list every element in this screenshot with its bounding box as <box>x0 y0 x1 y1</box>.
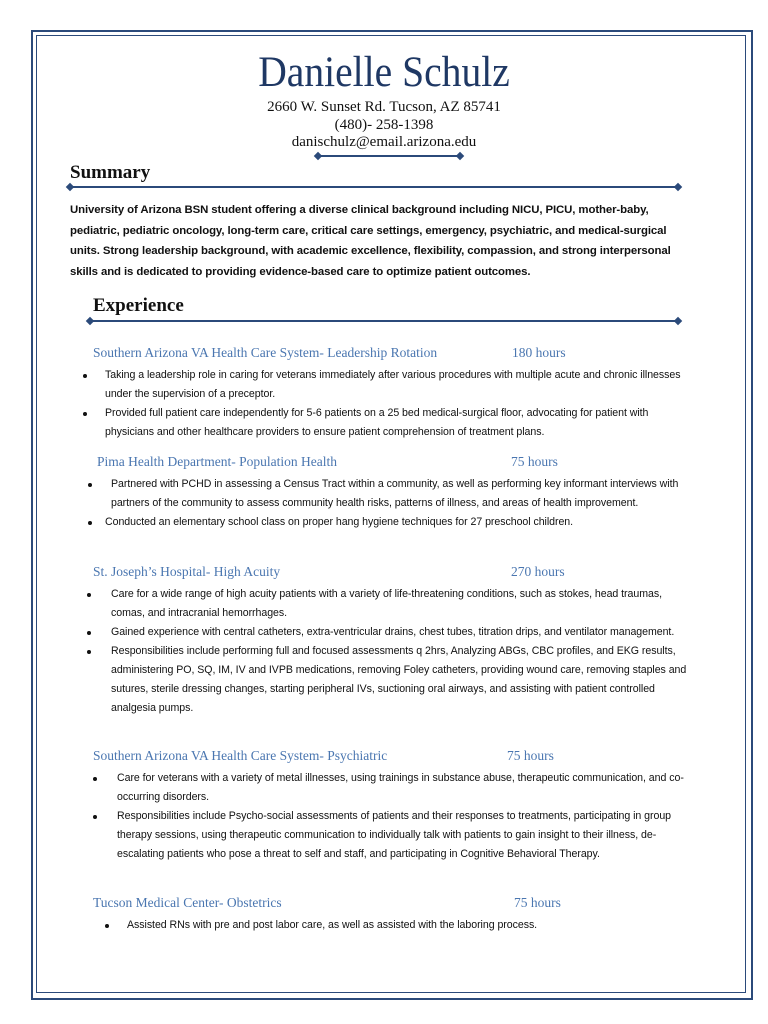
job-title: Southern Arizona VA Health Care System- Leadership Rotation <box>93 345 438 360</box>
bullet-icon <box>87 631 91 635</box>
bullet-item: Assisted RNs with pre and post labor care, as well as assisted with the laboring process. <box>127 916 687 935</box>
candidate-name: Danielle Schulz <box>258 49 510 96</box>
bullet-icon <box>105 924 109 928</box>
job-title: St. Joseph’s Hospital- High Acuity <box>93 564 281 579</box>
bullet-item: Responsibilities include performing full and focused assessments q 2hrs, Analyzing ABGs, CBC profiles, and EKG results, administering PO, SQ, IM, IV and IVPB medications, removing Foley catheters, providing wound care, removing staples and sutures, sterile dressing changes, starting peripheral IVs, suctioning oral airways, and assisting with patient controlled analgesia pumps. <box>111 642 691 718</box>
summary-heading: Summary <box>70 162 151 183</box>
bullet-item: Care for a wide range of high acuity patients with a variety of life-threatening conditions, such as stokes, head traumas, comas, and intracranial hemorrhages. <box>111 585 691 623</box>
header-divider <box>318 155 460 157</box>
bullet-icon <box>88 521 92 525</box>
bullet-icon <box>93 815 97 819</box>
job-title: Tucson Medical Center- Obstetrics <box>93 895 282 910</box>
bullet-icon <box>87 593 91 597</box>
job-bullets <box>105 475 686 532</box>
job-bullets <box>105 366 690 442</box>
bullet-item: Gained experience with central catheters, extra-ventricular drains, chest tubes, titration drips, and ventilator management. <box>111 623 691 642</box>
bullet-icon <box>83 374 87 378</box>
address: 2660 W. Sunset Rd. Tucson, AZ 85741 <box>267 99 501 115</box>
bullet-item: Taking a leadership role in caring for veterans immediately after various procedures with multiple acute and chronic illnesses under the supervision of a preceptor. <box>105 366 690 404</box>
bullet-item: Conducted an elementary school class on proper hang hygiene techniques for 27 preschool children. <box>105 513 686 532</box>
job-hours: 75 hours <box>511 454 558 469</box>
job-hours: 270 hours <box>511 564 565 579</box>
bullet-item: Partnered with PCHD in assessing a Census Tract within a community, as well as performing key informant interviews with partners of the community to assess community health risks, patterns of illness, and areas of health improvement. <box>111 475 686 513</box>
job-bullets <box>127 916 687 935</box>
experience-divider <box>90 320 678 322</box>
job-hours: 75 hours <box>514 895 561 910</box>
job-bullets <box>111 585 691 718</box>
bullet-item: Responsibilities include Psycho-social assessments of patients and their responses to treatments, participating in group therapy sessions, using therapeutic communication to individually talk with patients to gain insight to their illness, de-escalating patients who pose a threat to self and staff, and participating in Cognitive Behavioral Therapy. <box>117 807 695 864</box>
summary-text: University of Arizona BSN student offering a diverse clinical background including NICU, PICU, mother-baby, pediatric, pediatric oncology, long-term care, critical care settings, emergency, psychiatric, and medical-surgical units. Strong leadership background, with academic excellence, flexibility, compassion, and strong interpersonal skills and is dedicated to providing evidence-based care to optimize patient outcomes. <box>70 204 671 278</box>
email: danischulz@email.arizona.edu <box>291 134 477 150</box>
bullet-icon <box>93 777 97 781</box>
bullet-icon <box>88 483 92 487</box>
bullet-item: Care for veterans with a variety of metal illnesses, using trainings in substance abuse, therapeutic communication, and co-occurring disorders. <box>117 769 695 807</box>
job-title: Southern Arizona VA Health Care System- Psychiatric <box>93 748 388 763</box>
job-hours: 180 hours <box>512 345 566 360</box>
bullet-icon <box>83 412 87 416</box>
bullet-icon <box>87 650 91 654</box>
job-title: Pima Health Department- Population Health <box>97 454 337 469</box>
job-hours: 75 hours <box>507 748 554 763</box>
summary-divider <box>70 186 678 188</box>
job-bullets <box>117 769 695 864</box>
experience-heading: Experience <box>93 295 184 316</box>
bullet-item: Provided full patient care independently for 5-6 patients on a 25 bed medical-surgical floor, advocating for patient with physicians and other healthcare providers to ensure patient comprehension of treatment plans. <box>105 404 690 442</box>
phone: (480)- 258-1398 <box>334 117 434 133</box>
